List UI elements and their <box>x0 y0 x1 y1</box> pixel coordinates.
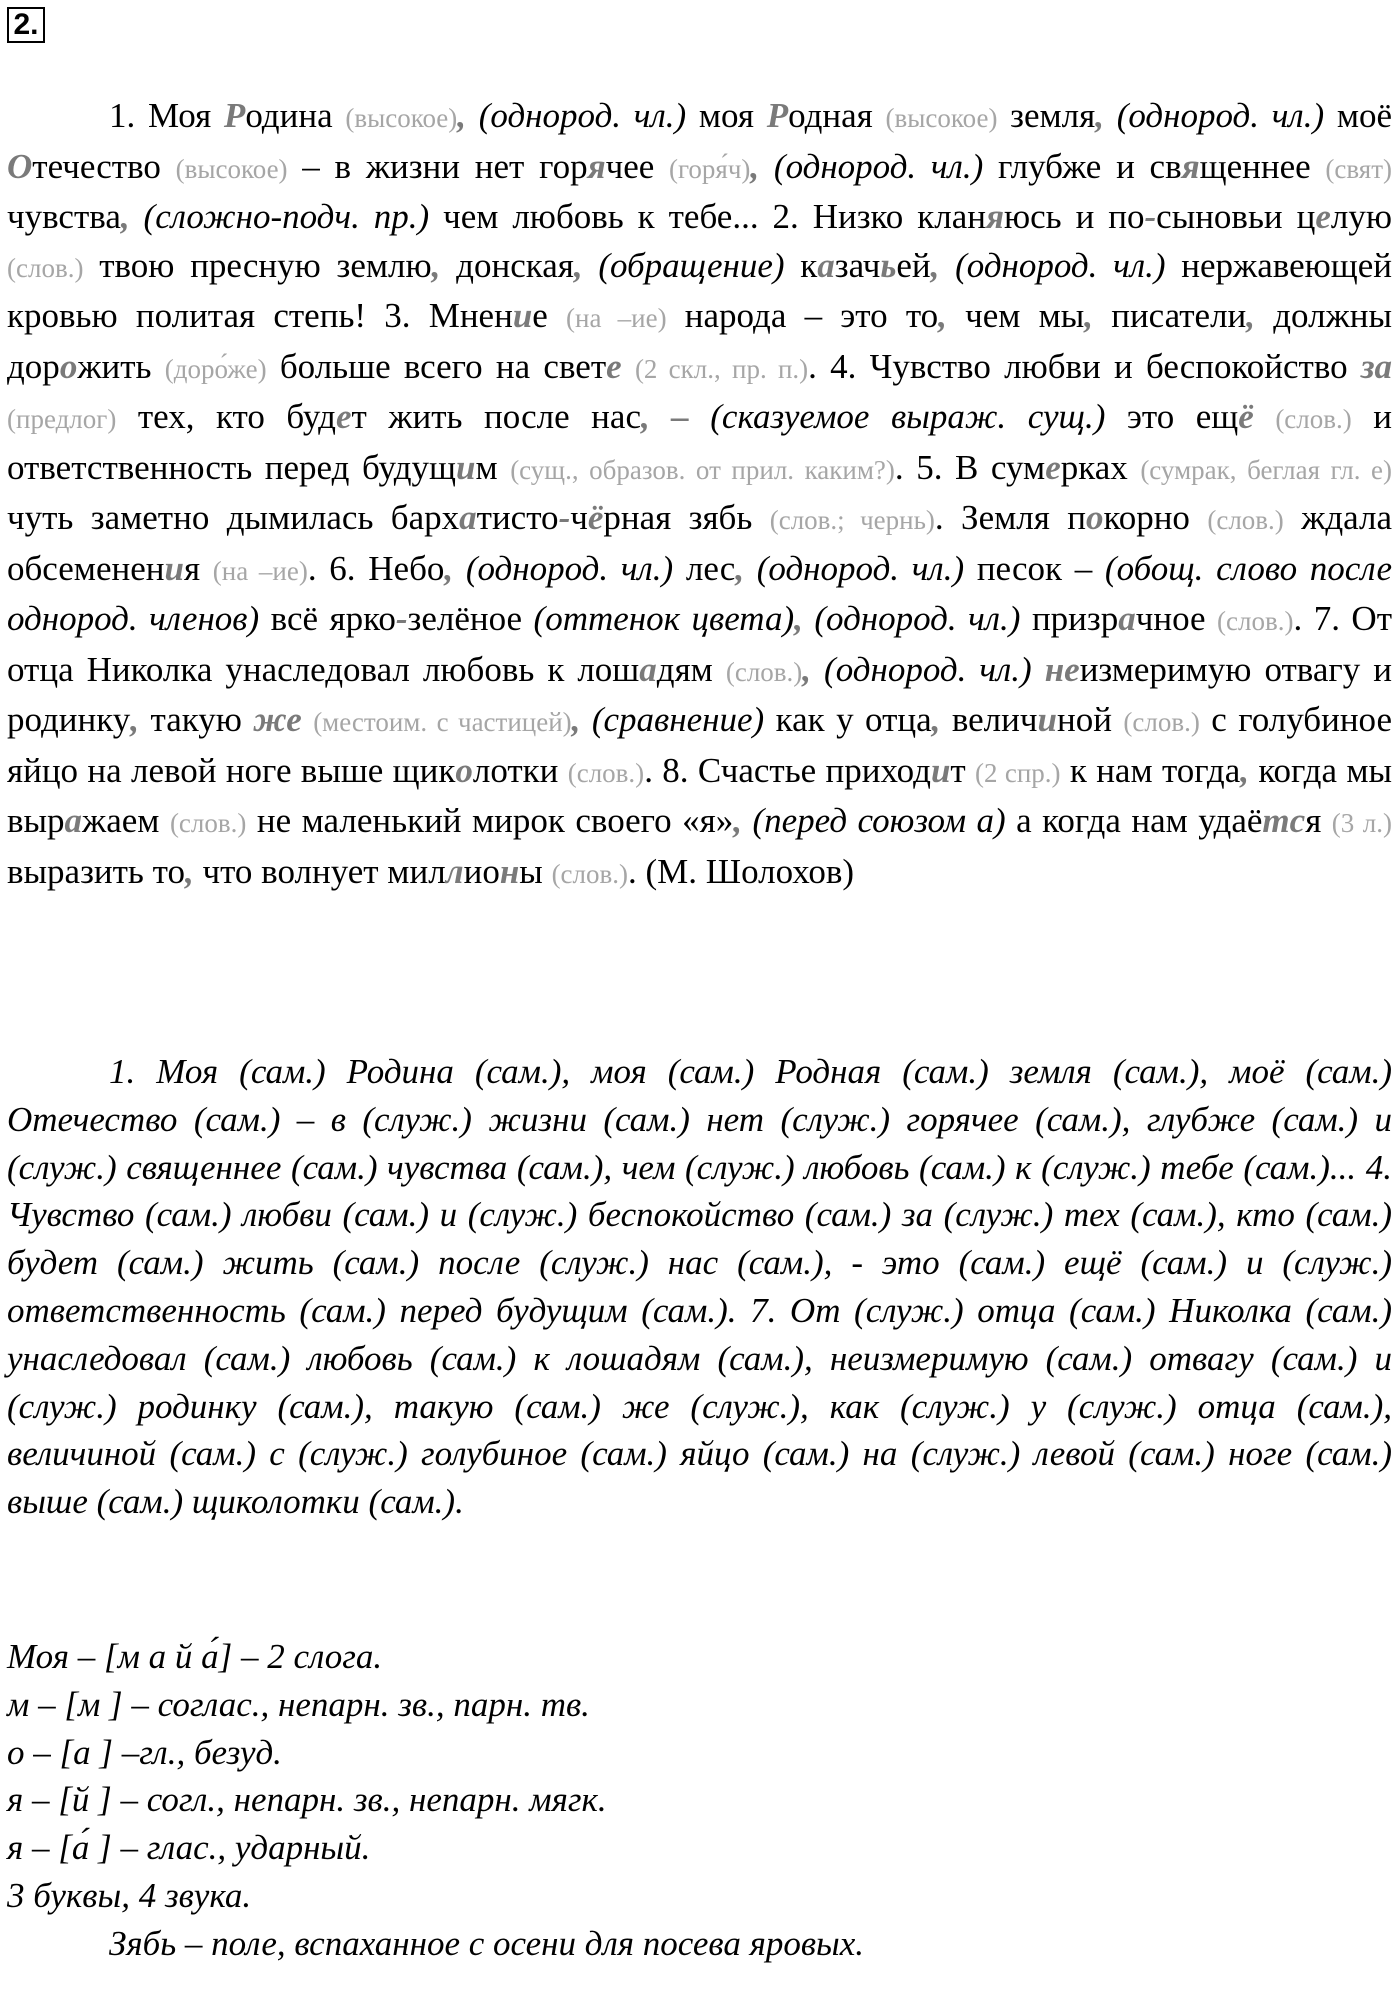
phonetic-line: м – [м ] – соглас., непарн. зв., парн. тв. <box>7 1684 590 1724</box>
phonetic-line: о – [а ] –гл., безуд. <box>7 1732 282 1772</box>
annotated-text: 1. Моя Родина (высокое), (однород. чл.) моя Родная (высокое) земля, (однород. чл.) моё Отечество (высокое) – в жизни нет горячее (горя́ч), (однород. чл.) глубже и священнее (свят) чувства, (сложно-подч. пр.) чем любовь к тебе... 2. Низко кланяюсь и по-сыновьи целую (слов.) твою пресную землю, донская, (обращение) казачьей, (однород. чл.) нержавеющей кровью политая степь! 3. Мнение (на –ие) народа – это то, чем мы, писатели, должны дорожить (доро́же) больше всего на свете (2 скл., пр. п.). 4. Чувство любви и беспокойство за (предлог) тех, кто будет жить после нас, – (сказуемое выраж. сущ.) это ещё (слов.) и ответственность перед будущим (сущ., образов. от прил. каким?). 5. В сумерках (сумрак, беглая гл. е) чуть заметно дымилась бархатисто-чёрная зябь (слов.; чернь). Земля покорно (слов.) ждала обсеменения (на –ие). 6. Небо, (однород. чл.) лес, (однород. чл.) песок – (обощ. слово после однород. членов) всё ярко-зелёное (оттенок цвета), (однород. чл.) призрачное (слов.). 7. От отца Николка унаследовал любовь к лошадям (слов.), (однород. чл.) неизмеримую отвагу и родинку, такую же (местоим. с частицей), (сравнение) как у отца, величиной (слов.) с голубиное яйцо на левой ноге выше щиколотки (слов.). 8. Счастье приходит (2 спр.) к нам тогда, когда мы выражаем (слов.) не маленький мирок своего «я», (перед союзом а) а когда нам удаётся (3 л.) выразить то, что волнует миллионы (слов.). (М. Шолохов) <box>7 96 1393 891</box>
phonetic-line: я – [й ] – согл., непарн. зв., непарн. мягк. <box>7 1780 607 1820</box>
parts-of-speech-paragraph <box>7 1048 1392 1526</box>
phonetic-line: Моя – [м а й а́] – 2 слога. <box>7 1637 383 1676</box>
definition-line: Зябь – поле, вспаханное с осени для посева яровых. <box>109 1923 865 1963</box>
task-number: 2. <box>7 7 45 43</box>
phonetic-analysis <box>7 1633 1392 1968</box>
phonetic-line: 3 буквы, 4 звука. <box>7 1875 252 1915</box>
phonetic-line: я – [а́ ] – глас., ударный. <box>7 1828 371 1868</box>
parts-of-speech-text: 1. Моя (сам.) Родина (сам.), моя (сам.) Родная (сам.) земля (сам.), моё (сам.) Отечество (сам.) – в (служ.) жизни (сам.) нет (служ.) горячее (сам.), глубже (сам.) и (служ.) священнее (сам.) чувства (сам.), чем (служ.) любовь (сам.) к (служ.) тебе (сам.)... 4. Чувство (сам.) любви (сам.) и (служ.) беспокойство (сам.) за (служ.) тех (сам.), кто (сам.) будет (сам.) жить (сам.) после (служ.) нас (сам.), - это (сам.) ещё (сам.) и (служ.) ответственность (сам.) перед будущим (сам.). 7. От (служ.) отца (сам.) Николка (сам.) унаследовал (сам.) любовь (сам.) к лошадям (сам.), неизмеримую (сам.) отвагу (сам.) и (служ.) родинку (сам.), такую (сам.) же (служ.), как (служ.) у (служ.) отца (сам.), величиной (сам.) с (служ.) голубиное (сам.) яйцо (сам.) на (служ.) левой (сам.) ноге (сам.) выше (сам.) щиколотки (сам.). <box>7 1052 1392 1522</box>
